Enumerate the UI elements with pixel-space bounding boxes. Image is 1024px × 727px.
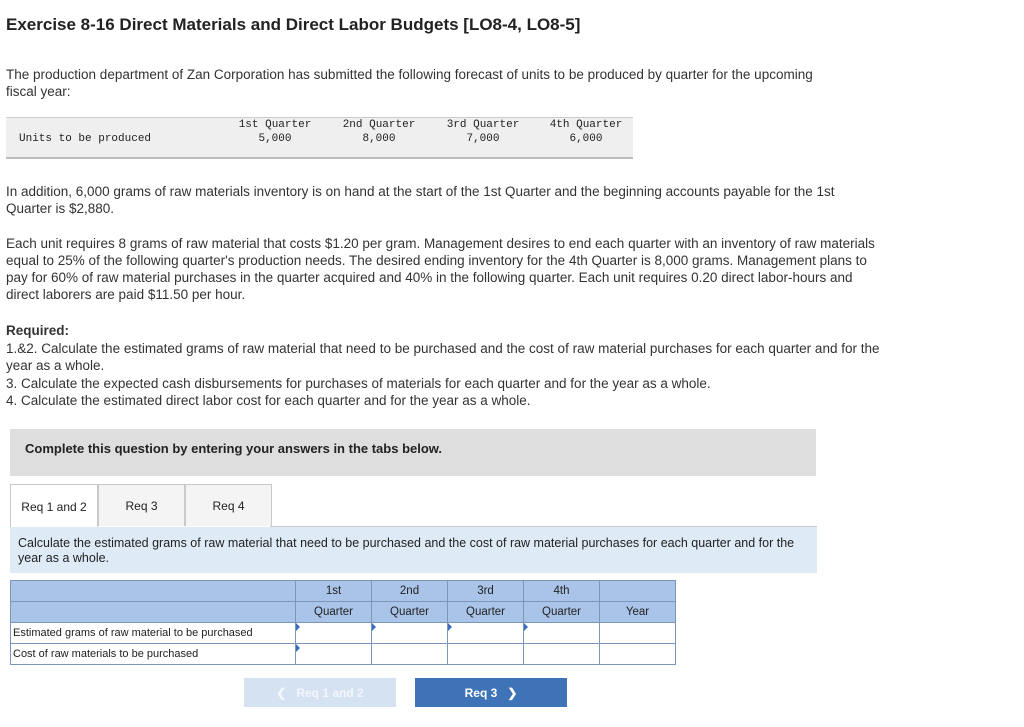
forecast-value-q3: 7,000 [466, 133, 500, 145]
tab-req-4[interactable] [185, 484, 272, 526]
cost-q2-cell [372, 644, 448, 665]
required-section [6, 322, 886, 410]
forecast-value-q4: 6,000 [569, 133, 603, 145]
cost-q4-input[interactable] [524, 645, 599, 663]
required-heading: Required: [6, 323, 70, 338]
answer-header-year-top [600, 581, 676, 602]
input-marker-icon [296, 623, 300, 631]
required-item-2: 3. Calculate the expected cash disbursements for purchases of materials for each quarter and for the year as a whole. [6, 375, 711, 391]
answer-header-row-top [11, 581, 676, 602]
forecast-value-q1: 5,000 [258, 133, 292, 145]
answer-header-q3: Quarter [448, 602, 524, 623]
cost-q4-cell [524, 644, 600, 665]
answer-header-q3-top: 3rd [448, 581, 524, 602]
intro-text: The production department of Zan Corporation has submitted the following forecast of units to be produced by quarter for the upcoming fiscal year: [6, 67, 813, 99]
forecast-header-q3: 3rd Quarter [446, 119, 520, 131]
grams-q4-input[interactable] [524, 624, 599, 642]
answer-header-year: Year [600, 602, 676, 623]
cost-q1-cell [296, 644, 372, 665]
tab-req-4-label: Req 4 [212, 498, 245, 513]
details-text: Each unit requires 8 grams of raw material that costs $1.20 per gram. Management desires to end each quarter with an inventory of raw materials equal to 25% of the following quarter's production needs. The desired ending inventory for the 4th Quarter is 8,000 grams. Management plans to pay for 60% of raw material purchases in the quarter acquired and 40% in the following quarter. Each unit requires 0.20 direct labor-hours and direct laborers are paid $11.50 per hour. [6, 236, 875, 302]
forecast-header-q4: 4th Quarter [549, 119, 623, 131]
prev-button-label: Req 1 and 2 [296, 685, 364, 700]
row-label-cost: Cost of raw materials to be purchased [11, 644, 296, 665]
forecast-value-q2: 8,000 [362, 133, 396, 145]
grams-q3-cell [448, 623, 524, 644]
answer-header-row-bottom [11, 602, 676, 623]
input-marker-icon [372, 623, 376, 631]
grams-year-input[interactable] [600, 624, 675, 642]
required-item-1: 1.&2. Calculate the estimated grams of raw material that need to be purchased and the cost of raw material purchases for each quarter and for the year as a whole. [6, 340, 880, 373]
answer-header-blank [11, 581, 296, 602]
input-marker-icon [296, 644, 300, 652]
cost-q2-input[interactable] [372, 645, 447, 663]
grams-q1-cell [296, 623, 372, 644]
forecast-table [6, 117, 633, 159]
answer-table [10, 580, 676, 665]
answer-header-q4-top: 4th [524, 581, 600, 602]
tab-instruction: Calculate the estimated grams of raw material that need to be purchased and the cost of raw material purchases for each quarter and for the year as a whole. [10, 527, 817, 573]
tab-req-1-and-2-label: Req 1 and 2 [21, 499, 87, 514]
answer-header-blank-2 [11, 602, 296, 623]
required-item-3: 4. Calculate the estimated direct labor cost for each quarter and for the year as a whole. [6, 393, 531, 408]
grams-year-cell [600, 623, 676, 644]
next-button[interactable] [415, 678, 567, 707]
grams-q3-input[interactable] [448, 624, 523, 642]
grams-q2-cell [372, 623, 448, 644]
table-row [11, 644, 676, 665]
grams-q2-input[interactable] [372, 624, 447, 642]
tab-req-1-and-2[interactable] [10, 484, 98, 528]
forecast-top-border [6, 117, 633, 118]
answer-header-q1: Quarter [296, 602, 372, 623]
cost-year-input[interactable] [600, 645, 675, 663]
cost-q1-input[interactable] [296, 645, 371, 663]
chevron-right-icon: ❯ [507, 685, 518, 700]
chevron-left-icon: ❮ [276, 685, 287, 700]
next-button-label: Req 3 [464, 685, 498, 700]
grams-q4-cell [524, 623, 600, 644]
addition-text: In addition, 6,000 grams of raw materials inventory is on hand at the start of the 1st Quarter and the beginning accounts payable for the 1st Quarter is $2,880. [6, 184, 835, 216]
forecast-header-q1: 1st Quarter [238, 119, 312, 131]
forecast-header-q2: 2nd Quarter [342, 119, 416, 131]
input-marker-icon [448, 623, 452, 631]
answer-header-q4: Quarter [524, 602, 600, 623]
banner-text: Complete this question by entering your answers in the tabs below. [25, 441, 443, 456]
page-title: Exercise 8-16 Direct Materials and Direct Labor Budgets [LO8-4, LO8-5] [6, 15, 581, 34]
grams-q1-input[interactable] [296, 624, 371, 642]
input-marker-icon [524, 623, 528, 631]
instruction-banner [10, 429, 816, 476]
tab-req-3[interactable] [98, 484, 185, 526]
prev-button[interactable] [244, 678, 396, 707]
table-row [11, 623, 676, 644]
answer-header-q1-top: 1st [296, 581, 372, 602]
cost-q3-input[interactable] [448, 645, 523, 663]
row-label-grams: Estimated grams of raw material to be purchased [11, 623, 296, 644]
answer-header-q2-top: 2nd [372, 581, 448, 602]
tab-req-3-label: Req 3 [125, 498, 158, 513]
cost-year-cell [600, 644, 676, 665]
forecast-row-label: Units to be produced [19, 133, 152, 145]
cost-q3-cell [448, 644, 524, 665]
answer-header-q2: Quarter [372, 602, 448, 623]
forecast-bottom-border [6, 157, 633, 159]
